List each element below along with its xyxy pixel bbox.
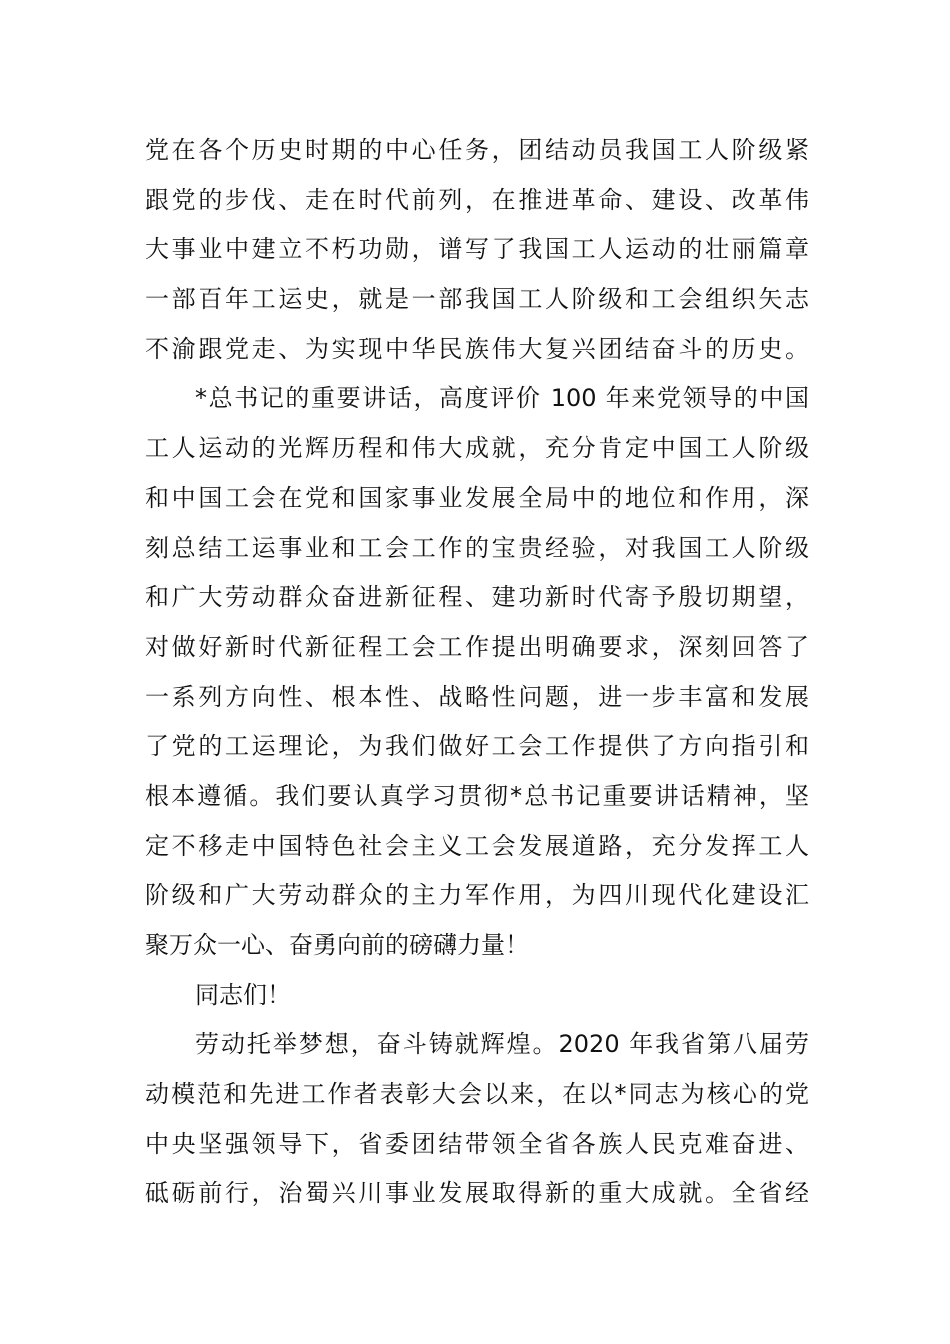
text-line: 大事业中建立不朽功勋，谱写了我国工人运动的壮丽篇章 <box>145 235 809 264</box>
paragraph-first-line: *总书记的重要讲话，高度评价 100 年来党领导的中国 <box>195 384 809 413</box>
text-line: 刻总结工运事业和工会工作的宝贵经验，对我国工人阶级 <box>145 533 809 562</box>
text-line: 和广大劳动群众奋进新征程、建功新时代寄予殷切期望， <box>145 583 809 612</box>
text-line: 定不移走中国特色社会主义工会发展道路，充分发挥工人 <box>145 831 809 860</box>
text-line: 跟党的步伐、走在时代前列，在推进革命、建设、改革伟 <box>145 185 809 214</box>
text-line: 一系列方向性、根本性、战略性问题，进一步丰富和发展 <box>145 682 809 711</box>
paragraph-last-line: 聚万众一心、奋勇向前的磅礴力量！ <box>145 931 529 959</box>
text-line: 砥砺前行，治蜀兴川事业发展取得新的重大成就。全省经 <box>145 1179 809 1208</box>
text-line: 了党的工运理论，为我们做好工会工作提供了方向指引和 <box>145 732 809 761</box>
salutation-line: 同志们！ <box>195 980 291 1009</box>
text-line: 工人运动的光辉历程和伟大成就，充分肯定中国工人阶级 <box>145 434 809 463</box>
text-line: 一部百年工运史，就是一部我国工人阶级和工会组织矢志 <box>145 285 809 314</box>
paragraph-first-line: 劳动托举梦想，奋斗铸就辉煌。2020 年我省第八届劳 <box>195 1030 809 1059</box>
text-line: 动模范和先进工作者表彰大会以来，在以*同志为核心的党 <box>145 1080 809 1109</box>
text-line: 根本遵循。我们要认真学习贯彻*总书记重要讲话精神，坚 <box>145 781 809 810</box>
text-line: 对做好新时代新征程工会工作提出明确要求，深刻回答了 <box>145 632 809 661</box>
text-line: 党在各个历史时期的中心任务，团结动员我国工人阶级紧 <box>145 136 809 164</box>
text-line: 不渝跟党走、为实现中华民族伟大复兴团结奋斗的历史。 <box>145 334 809 363</box>
text-line: 和中国工会在党和国家事业发展全局中的地位和作用，深 <box>145 483 809 512</box>
text-line: 阶级和广大劳动群众的主力军作用，为四川现代化建设汇 <box>145 881 809 910</box>
body-text <box>145 126 809 1219</box>
text-line: 中央坚强领导下，省委团结带领全省各族人民克难奋进、 <box>145 1129 809 1158</box>
